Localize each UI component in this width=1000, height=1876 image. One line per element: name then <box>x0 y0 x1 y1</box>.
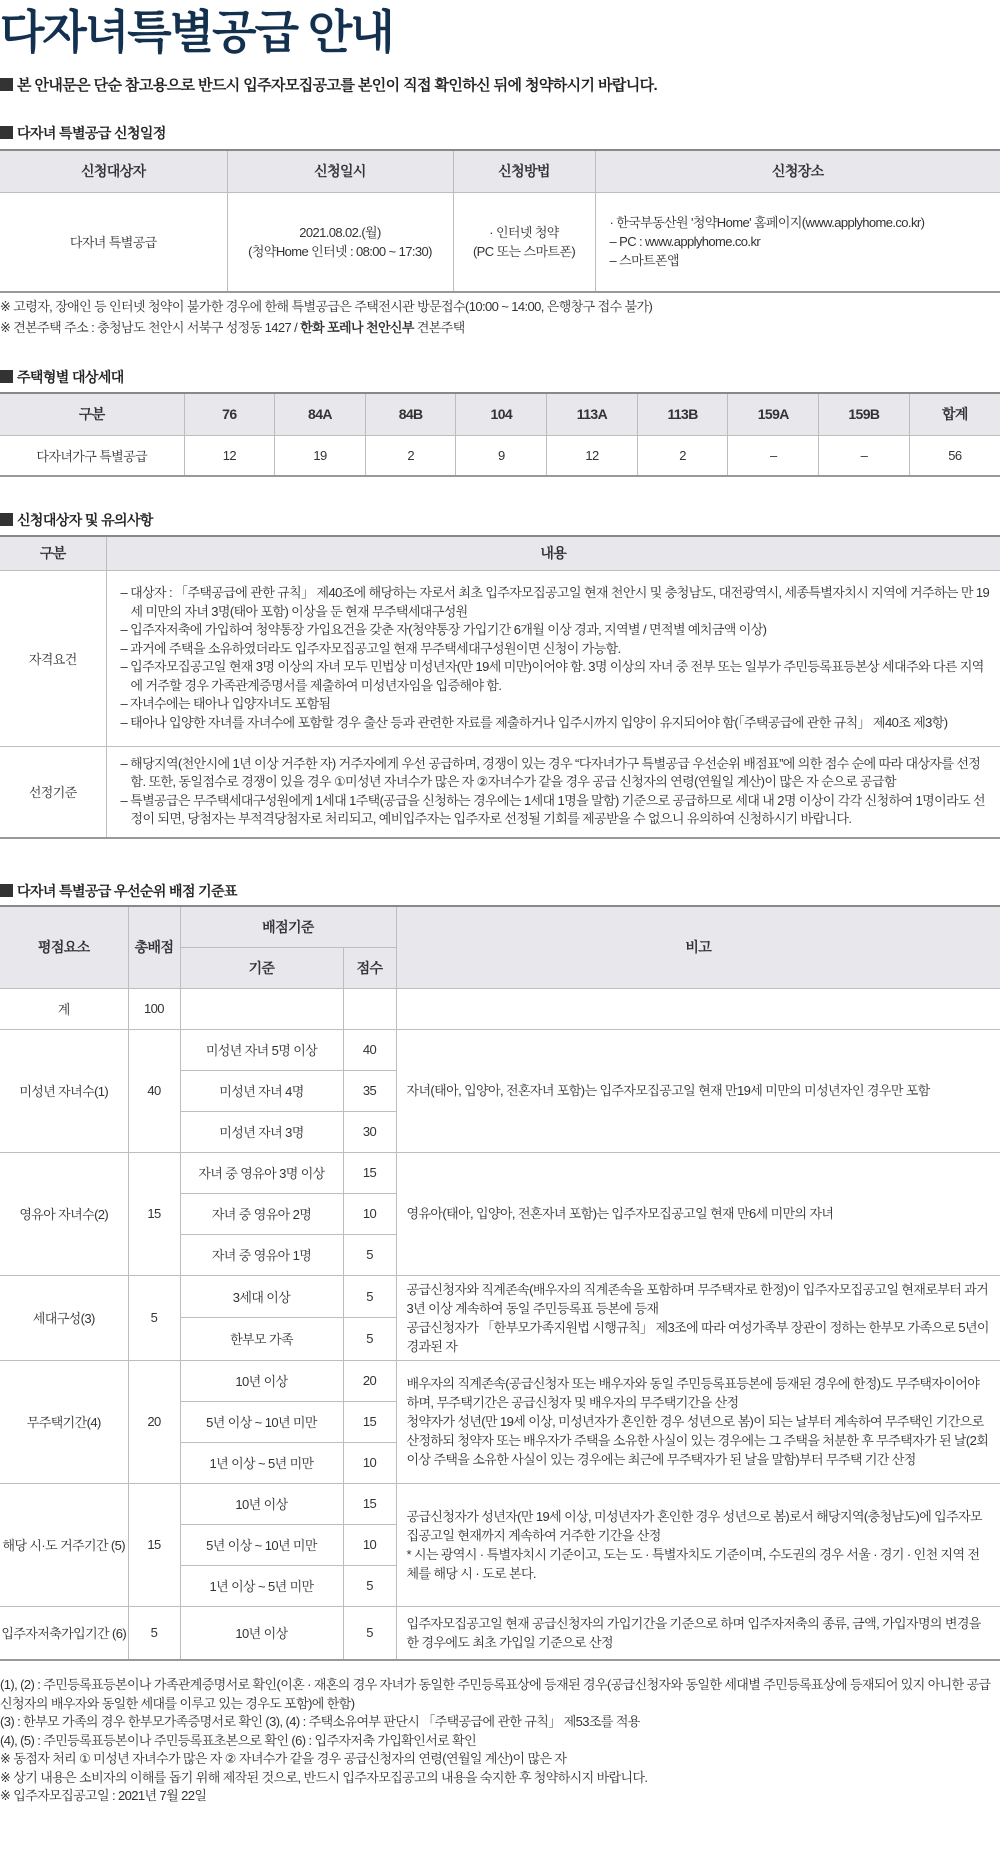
eligibility-table <box>0 535 1000 839</box>
unit-count: 12 <box>547 435 638 476</box>
criterion-cell: 한부모 가족 <box>180 1318 343 1361</box>
header-cell: 84B <box>365 393 456 435</box>
model-house-name: 한화 포레나 천안신부 <box>300 320 414 335</box>
header-cell: 104 <box>456 393 547 435</box>
empty-cell <box>343 988 396 1029</box>
method-line: · 인터넷 청약 <box>489 224 559 240</box>
score-cell: 15 <box>343 1152 396 1193</box>
factor-cell: 무주택기간(4) <box>0 1360 128 1483</box>
criterion-cell: 3세대 이상 <box>180 1275 343 1318</box>
footnote: (1), (2) : 주민등록표등본이나 가족관계증명서로 확인(이혼 · 재혼의 경우 자녀가 동일한 주민등록표상에 등재된 경우(공급신청자와 동일한 세대별 주민등록표상에 등재되어 있지 아니한 공급신청자의 배우자와 동일한 세대를 이루고 있는 경우도 포함)에 한함) <box>0 1677 991 1711</box>
unit-total: 56 <box>909 435 1000 476</box>
criterion-cell: 자녀 중 영유아 2명 <box>180 1193 343 1234</box>
remark-text: 영유아(태아, 입양아, 전혼자녀 포함)는 입주자모집공고일 현재 만6세 미만의 자녀 <box>406 1206 834 1221</box>
square-bullet-icon <box>0 126 13 139</box>
score-cell: 10 <box>343 1524 396 1565</box>
unit-count: – <box>728 435 819 476</box>
criterion-cell: 10년 이상 <box>180 1606 343 1660</box>
section-heading-units <box>0 367 124 387</box>
score-cell: 5 <box>343 1275 396 1318</box>
header-cell: 159B <box>819 393 910 435</box>
note-line: ※ 고령자, 장애인 등 인터넷 청약이 불가한 경우에 한해 특별공급은 주택전시관 방문접수(10:00 ~ 14:00, 은행창구 접수 불가) <box>0 299 653 314</box>
sum-label: 계 <box>0 988 128 1029</box>
row-label: 자격요건 <box>0 570 106 746</box>
schedule-notes <box>0 296 652 338</box>
remark-text: 자녀(태아, 입양아, 전혼자녀 포함)는 입주자모집공고일 현재 만19세 미만의 미성년자인 경우만 포함 <box>406 1083 930 1098</box>
header-basis: 배점기준 <box>180 906 396 947</box>
remark-cell <box>396 1275 1000 1360</box>
note-line <box>0 317 652 338</box>
footnote: ※ 상기 내용은 소비자의 이해를 돕기 위해 제작된 것으로, 반드시 입주자모집공고의 내용을 숙지한 후 청약하시지 바랍니다. <box>0 1769 648 1785</box>
remark-cell <box>396 1483 1000 1606</box>
schedule-table <box>0 149 1000 293</box>
footnote: ※ 입주자모집공고일 : 2021년 7월 22일 <box>0 1788 207 1803</box>
header-cell: 113A <box>547 393 638 435</box>
sum-total: 100 <box>128 988 180 1029</box>
score-cell: 5 <box>343 1565 396 1606</box>
units-table <box>0 392 1000 477</box>
factor-cell: 입주자저축가입기간 (6) <box>0 1606 128 1660</box>
heading-text: 신청대상자 및 유의사항 <box>17 512 153 528</box>
total-cell: 5 <box>128 1606 180 1660</box>
method-cell <box>453 192 595 292</box>
notice <box>0 74 657 95</box>
unit-count: 12 <box>184 435 275 476</box>
note-text: 견본주택 <box>413 320 465 335</box>
unit-count: – <box>819 435 910 476</box>
total-cell: 15 <box>128 1152 180 1275</box>
criterion-cell: 자녀 중 영유아 3명 이상 <box>180 1152 343 1193</box>
score-cell: 5 <box>343 1606 396 1660</box>
unit-count: 2 <box>637 435 728 476</box>
remark-text: * 시는 광역시 · 특별자치시 기준이고, 도는 도 · 특별자치도 기준이며, 수도권의 경우 서울 · 경기 · 인천 지역 전체를 해당 시 · 도로 본다. <box>406 1546 980 1581</box>
list-item: – 과거에 주택을 소유하였더라도 입주자모집공고일 현재 무주택세대구성원이면 신청이 가능함. <box>120 640 621 656</box>
total-cell: 5 <box>128 1275 180 1360</box>
header-cell: 76 <box>184 393 275 435</box>
header-method: 신청방법 <box>453 150 595 192</box>
factor-cell: 해당 시·도 거주기간 (5) <box>0 1483 128 1606</box>
criterion-cell: 미성년 자녀 5명 이상 <box>180 1029 343 1070</box>
remark-text: 공급신청자와 직계존속(배우자의 직계존속을 포함하며 무주택자로 한정)이 입주자모집공고일 현재로부터 과거 3년 이상 계속하여 동일 주민등록표 등본에 등재 <box>406 1281 989 1316</box>
remark-text: 입주자모집공고일 현재 공급신청자의 가입기간을 기준으로 하며 입주자저축의 종류, 금액, 가입자명의 변경을 한 경우에도 최초 가입일 기준으로 산정 <box>406 1615 981 1650</box>
factor-cell: 영유아 자녀수(2) <box>0 1152 128 1275</box>
criterion-cell: 10년 이상 <box>180 1483 343 1524</box>
score-cell: 15 <box>343 1483 396 1524</box>
total-cell: 15 <box>128 1483 180 1606</box>
total-cell: 20 <box>128 1360 180 1483</box>
list-item: – 입주자모집공고일 현재 3명 이상의 자녀 모두 민법상 미성년자(만 19세 미만)이어야 함. 3명 이상의 자녀 중 전부 또는 일부가 주민등록표등본상 세대주와 다른 지역에 거주할 경우 가족관계증명서를 제출하여 미성년자임을 입증해야 함. <box>120 659 984 693</box>
target-cell: 다자녀 특별공급 <box>0 192 227 292</box>
remark-text: 공급신청자가 성년자(만 19세 이상, 미성년자가 혼인한 경우 성년으로 봄)로서 해당지역(충청남도)에 입주자모집공고일 현재까지 계속하여 거주한 기간을 산정 <box>406 1508 983 1543</box>
section-heading-eligibility <box>0 510 153 530</box>
score-cell: 10 <box>343 1193 396 1234</box>
unit-count: 19 <box>275 435 366 476</box>
remark-cell <box>396 1360 1000 1483</box>
footnote: ※ 동점자 처리 ① 미성년 자녀수가 많은 자 ② 자녀수가 같을 경우 공급신청자의 연령(연월일 계산)이 많은 자 <box>0 1751 567 1766</box>
header-cell: 구분 <box>0 393 184 435</box>
section-heading-scoring <box>0 881 237 901</box>
heading-text: 다자녀 특별공급 우선순위 배점 기준표 <box>17 883 237 899</box>
place-line: – PC : www.applyhome.co.kr <box>609 234 761 250</box>
method-line: (PC 또는 스마트폰) <box>472 243 576 259</box>
score-cell: 20 <box>343 1360 396 1401</box>
place-cell <box>595 192 1000 292</box>
header-place: 신청장소 <box>595 150 1000 192</box>
header-cell: 내용 <box>106 536 1000 570</box>
header-score: 점수 <box>343 947 396 988</box>
square-bullet-icon <box>0 370 13 383</box>
criterion-cell: 5년 이상 ~ 10년 미만 <box>180 1401 343 1442</box>
list-item: – 해당지역(천안시에 1년 이상 거주한 자) 거주자에게 우선 공급하며, 경쟁이 있는 경우 “다자녀가구 특별공급 우선순위 배점표”에 의한 점수 순에 따라 대상자를 선정함. 또한, 동일점수로 경쟁이 있을 경우 ①미성년 자녀수가 많은 자 ②자녀수가 같을 경우 공급 신청자의 연령(연월일 계산)이 많은 자 순으로 공급함 <box>120 755 981 790</box>
score-cell: 15 <box>343 1401 396 1442</box>
total-cell: 40 <box>128 1029 180 1152</box>
header-remark: 비고 <box>396 906 1000 988</box>
list-item: – 대상자 : 「주택공급에 관한 규칙」 제40조에 해당하는 자로서 최초 입주자모집공고일 현재 천안시 및 충청남도, 대전광역시, 세종특별자치시 지역에 거주하는 만 19세 미만의 자녀 3명(태아 포함) 이상을 둔 현재 무주택세대구성원 <box>120 585 990 619</box>
date-line: 2021.08.02.(월) <box>299 224 381 240</box>
list-item: – 자녀수에는 태아나 입양자녀도 포함됨 <box>120 696 331 711</box>
list-item: – 입주자저축에 가입하여 청약통장 가입요건을 갖춘 자(청약통장 가입기간 6개월 이상 경과, 지역별 / 면적별 예치금액 이상) <box>120 622 767 637</box>
section-heading-schedule <box>0 123 166 143</box>
row-label: 선정기준 <box>0 746 106 838</box>
content-cell <box>106 746 1000 838</box>
score-cell: 10 <box>343 1442 396 1483</box>
footnote: (4), (5) : 주민등록표등본이나 주민등록표초본으로 확인 (6) : 입주자저축 가입확인서로 확인 <box>0 1732 477 1748</box>
header-cell: 합계 <box>909 393 1000 435</box>
remark-cell <box>396 1606 1000 1660</box>
remark-text: 청약자가 성년(만 19세 이상, 미성년자가 혼인한 경우 성년으로 봄)이 되는 날부터 계속하여 무주택인 기간으로 산정하되 청약자 또는 배우자가 주택을 소유한 사실이 있는 경우에는 그 주택을 처분한 후 무주택자가 된 날(2회 이상 주택을 소유한 사실이 있는 경우에는 최근에 무주택자가 된 날을 말함)부터 무주택 기간 산정 <box>406 1414 989 1467</box>
empty-cell <box>396 988 1000 1029</box>
content-cell <box>106 570 1000 746</box>
header-target: 신청대상자 <box>0 150 227 192</box>
criterion-cell: 미성년 자녀 4명 <box>180 1070 343 1111</box>
square-bullet-icon <box>0 513 13 526</box>
header-cell: 159A <box>728 393 819 435</box>
unit-count: 9 <box>456 435 547 476</box>
time-line: (청약Home 인터넷 : 08:00 ~ 17:30) <box>248 243 432 259</box>
date-cell <box>227 192 453 292</box>
heading-text: 다자녀 특별공급 신청일정 <box>17 125 166 141</box>
empty-cell <box>180 988 343 1029</box>
header-criterion: 기준 <box>180 947 343 988</box>
header-cell: 구분 <box>0 536 106 570</box>
header-cell: 84A <box>275 393 366 435</box>
criterion-cell: 10년 이상 <box>180 1360 343 1401</box>
remark-text: 배우자의 직계존속(공급신청자 또는 배우자와 동일 주민등록표등본에 등재된 경우에 한정)도 무주택자이어야 하며, 무주택기간은 공급신청자 및 배우자의 무주택기간을 산정 <box>406 1376 980 1410</box>
header-date: 신청일시 <box>227 150 453 192</box>
remark-text: 공급신청자가 「한부모가족지원법 시행규칙」 제3조에 따라 여성가족부 장관이 정하는 한부모 가족으로 5년이 경과된 자 <box>406 1319 989 1354</box>
header-factor: 평점요소 <box>0 906 128 988</box>
heading-text: 주택형별 대상세대 <box>17 369 124 385</box>
score-cell: 35 <box>343 1070 396 1111</box>
square-bullet-icon <box>0 78 13 91</box>
score-cell: 5 <box>343 1318 396 1361</box>
header-cell: 113B <box>637 393 728 435</box>
list-item: – 특별공급은 무주택세대구성원에게 1세대 1주택(공급을 신청하는 경우에는 1세대 1명을 말함) 기준으로 공급하므로 세대 내 2명 이상이 각각 신청하여 1명이라도 선정이 되면, 당첨자는 부적격당첨자로 처리되고, 예비입주자는 입주자로 선정될 기회를 제공받을 수 없으니 유의하여 신청하시기 바랍니다. <box>120 792 985 827</box>
factor-cell: 미성년 자녀수(1) <box>0 1029 128 1152</box>
row-label: 다자녀가구 특별공급 <box>0 435 184 476</box>
place-line: · 한국부동산원 '청약Home' 홈페이지(www.applyhome.co.kr) <box>609 215 925 231</box>
criterion-cell: 자녀 중 영유아 1명 <box>180 1234 343 1275</box>
criterion-cell: 5년 이상 ~ 10년 미만 <box>180 1524 343 1565</box>
note-text: ※ 견본주택 주소 : 충청남도 천안시 서북구 성정동 1427 / <box>0 320 301 335</box>
remark-cell <box>396 1152 1000 1275</box>
square-bullet-icon <box>0 884 13 897</box>
page-title: 다자녀특별공급 안내 <box>0 6 393 58</box>
criterion-cell: 미성년 자녀 3명 <box>180 1111 343 1152</box>
place-line: – 스마트폰앱 <box>609 253 679 269</box>
footnotes <box>0 1676 1000 1806</box>
remark-cell <box>396 1029 1000 1152</box>
score-cell: 30 <box>343 1111 396 1152</box>
factor-cell: 세대구성(3) <box>0 1275 128 1360</box>
score-cell: 40 <box>343 1029 396 1070</box>
score-cell: 5 <box>343 1234 396 1275</box>
notice-text: 본 안내문은 단순 참고용으로 반드시 입주자모집공고를 본인이 직접 확인하신 뒤에 청약하시기 바랍니다. <box>17 77 658 94</box>
criterion-cell: 1년 이상 ~ 5년 미만 <box>180 1442 343 1483</box>
header-total: 총배점 <box>128 906 180 988</box>
criterion-cell: 1년 이상 ~ 5년 미만 <box>180 1565 343 1606</box>
footnote: (3) : 한부모 가족의 경우 한부모가족증명서로 확인 (3), (4) : 주택소유여부 판단시 「주택공급에 관한 규칙」 제53조를 적용 <box>0 1714 640 1729</box>
unit-count: 2 <box>365 435 456 476</box>
list-item: – 태아나 입양한 자녀를 자녀수에 포함할 경우 출산 등과 관련한 자료를 제출하거나 입주시까지 입양이 유지되어야 함(「주택공급에 관한 규칙」 제40조 제3항) <box>120 714 948 730</box>
scoring-table <box>0 905 1000 1661</box>
